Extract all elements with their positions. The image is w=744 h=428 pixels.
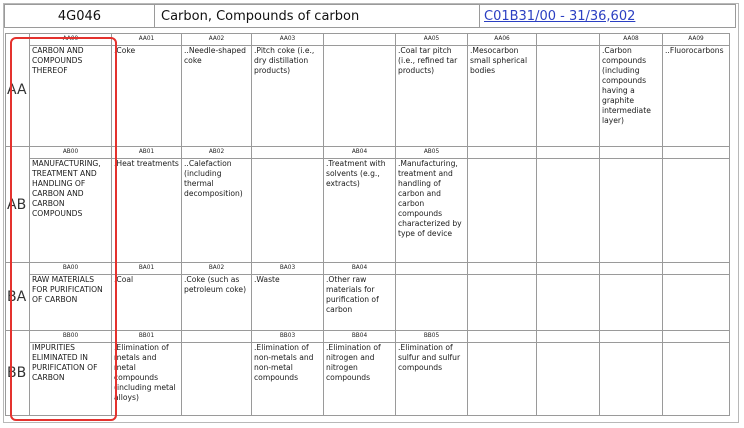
term-description: .Heat treatments (112, 159, 182, 263)
row-label: BB (6, 331, 30, 416)
term-description: .Elimination of non-metals and non-metal compounds (252, 343, 324, 416)
term-code[interactable]: AA05 (396, 34, 468, 46)
term-description (600, 159, 663, 263)
term-code (600, 331, 663, 343)
term-code (537, 263, 600, 275)
term-code[interactable]: BA03 (252, 263, 324, 275)
theme-code: 4G046 (5, 5, 155, 27)
term-code (468, 331, 537, 343)
term-description (468, 275, 537, 331)
term-code[interactable]: AA08 (600, 34, 663, 46)
term-description: .Coal (112, 275, 182, 331)
term-code (252, 147, 324, 159)
term-description: .Treatment with solvents (e.g., extracts) (324, 159, 396, 263)
highlight-box (10, 37, 117, 421)
term-description (537, 275, 600, 331)
term-description (600, 275, 663, 331)
term-code (600, 147, 663, 159)
row-label: BA (6, 263, 30, 331)
term-code (537, 147, 600, 159)
term-code (537, 34, 600, 46)
term-description (468, 159, 537, 263)
term-code[interactable]: AB02 (182, 147, 252, 159)
term-code (182, 331, 252, 343)
term-code (396, 263, 468, 275)
term-description: RAW MATERIALS FOR PURIFICATION OF CARBON (30, 275, 112, 331)
term-description: .Other raw materials for purification of carbon (324, 275, 396, 331)
term-description: IMPURITIES ELIMINATED IN PURIFICATION OF CARBON (30, 343, 112, 416)
term-code[interactable]: BA00 (30, 263, 112, 275)
term-description (663, 275, 730, 331)
fi-range-link[interactable]: C01B31/00 - 31/36,602 (484, 8, 636, 24)
term-code[interactable]: BA02 (182, 263, 252, 275)
term-description: .Manufacturing, treatment and handling of carbon and carbon compounds characterized by type of device (396, 159, 468, 263)
term-code[interactable]: AB01 (112, 147, 182, 159)
term-code[interactable]: BA01 (112, 263, 182, 275)
row-label: AB (6, 147, 30, 263)
term-code (663, 331, 730, 343)
term-code[interactable]: AB04 (324, 147, 396, 159)
term-code[interactable]: AB05 (396, 147, 468, 159)
term-description: .Waste (252, 275, 324, 331)
term-description (468, 343, 537, 416)
term-description (537, 46, 600, 147)
term-code[interactable]: BB05 (396, 331, 468, 343)
term-description: .Pitch coke (i.e., dry distillation products) (252, 46, 324, 147)
term-code[interactable]: AA09 (663, 34, 730, 46)
term-description (600, 343, 663, 416)
term-code[interactable]: BA04 (324, 263, 396, 275)
term-description: ..Needle-shaped coke (182, 46, 252, 147)
term-description: CARBON AND COMPOUNDS THEREOF (30, 46, 112, 147)
term-description (663, 343, 730, 416)
term-code (600, 263, 663, 275)
term-description: .Elimination of nitrogen and nitrogen compounds (324, 343, 396, 416)
term-description: .Elimination of sulfur and sulfur compounds (396, 343, 468, 416)
term-code (663, 263, 730, 275)
term-description: ..Calefaction (including thermal decomposition) (182, 159, 252, 263)
term-code[interactable]: AA00 (30, 34, 112, 46)
term-description: .Coke (such as petroleum coke) (182, 275, 252, 331)
term-description: .Coal tar pitch (i.e., refined tar products) (396, 46, 468, 147)
term-code[interactable]: AA01 (112, 34, 182, 46)
term-code[interactable]: BB01 (112, 331, 182, 343)
term-code (324, 34, 396, 46)
term-code[interactable]: AA02 (182, 34, 252, 46)
term-code (537, 331, 600, 343)
term-code (663, 147, 730, 159)
term-code[interactable]: AA06 (468, 34, 537, 46)
theme-header (4, 4, 736, 28)
term-description (537, 343, 600, 416)
term-description (324, 46, 396, 147)
term-description: .Mesocarbon small spherical bodies (468, 46, 537, 147)
term-description (537, 159, 600, 263)
term-description: ..Fluorocarbons (663, 46, 730, 147)
term-description: .Elimination of metals and metal compounds (including metal alloys) (112, 343, 182, 416)
term-description: .Carbon compounds (including compounds having a graphite intermediate layer) (600, 46, 663, 147)
theme-title: Carbon, Compounds of carbon (155, 5, 480, 27)
row-label: AA (6, 34, 30, 147)
term-code[interactable]: BB00 (30, 331, 112, 343)
term-code (468, 147, 537, 159)
term-description: MANUFACTURING, TREATMENT AND HANDLING OF CARBON AND CARBON COMPOUNDS (30, 159, 112, 263)
term-code[interactable]: BB04 (324, 331, 396, 343)
term-description (663, 159, 730, 263)
term-description (182, 343, 252, 416)
term-code (468, 263, 537, 275)
term-description: .Coke (112, 46, 182, 147)
term-code[interactable]: AA03 (252, 34, 324, 46)
term-code[interactable]: BB03 (252, 331, 324, 343)
term-description (252, 159, 324, 263)
term-code[interactable]: AB00 (30, 147, 112, 159)
term-description (396, 275, 468, 331)
